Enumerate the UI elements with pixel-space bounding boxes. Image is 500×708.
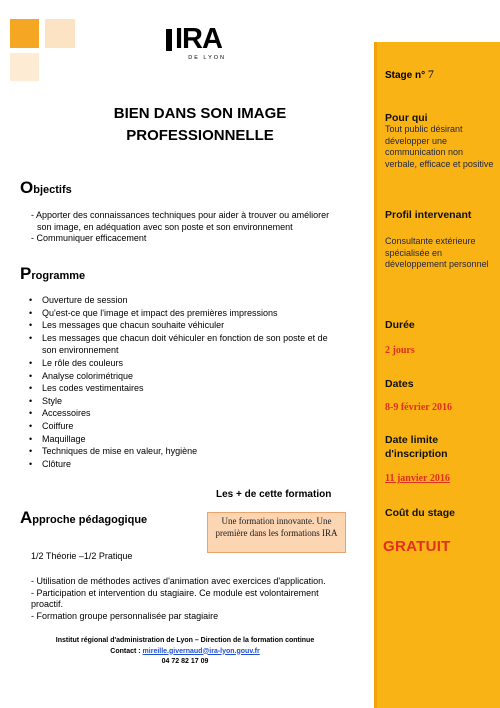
duree-value: 2 jours — [385, 345, 415, 356]
profil-text: Consultante extérieure spécialisée en développement personnel — [385, 236, 489, 269]
page-title — [70, 103, 330, 147]
list-item: • Accessoires — [42, 407, 342, 420]
duree-heading: Durée — [385, 319, 415, 331]
approche-heading: Approche pédagogique — [20, 508, 148, 527]
ira-logo — [166, 24, 230, 70]
list-item: • Les messages que chacun doit véhiculer en fonction de son poste et de son environnement — [42, 332, 342, 357]
text-line: son image, en adéquation avec son poste et son environnement — [37, 221, 293, 232]
objectifs-heading: Objectifs — [20, 178, 72, 197]
cout-value: GRATUIT — [383, 538, 451, 555]
list-item: • Ouverture de session — [42, 294, 342, 307]
limite-heading: Date limite d'inscription — [385, 434, 448, 460]
footer-contact: Contact : mireille.givernaud@ira-lyon.gouv.fr — [110, 647, 260, 655]
list-item: • Techniques de mise en valeur, hygiène — [42, 445, 342, 458]
decor-square-light — [45, 19, 75, 48]
approche-ratio: 1/2 Théorie –1/2 Pratique — [31, 551, 133, 561]
list-item: • Les codes vestimentaires — [42, 382, 342, 395]
text-line: - Utilisation de méthodes actives d'animation avec exercices d'application. — [31, 576, 326, 586]
list-item: • Le rôle des couleurs — [42, 357, 342, 370]
logo-mark: IRA — [166, 24, 230, 54]
plus-highlight-box: Une formation innovante. Une première dans les formations IRA — [207, 512, 346, 553]
footer-institution: Institut régional d'administration de Lyon – Direction de la formation continue — [55, 637, 315, 644]
programme-heading: Programme — [20, 264, 86, 283]
list-item: • Style — [42, 395, 342, 408]
page-footer — [0, 636, 370, 668]
plus-heading: Les + de cette formation — [216, 489, 332, 500]
text-line: - Participation et intervention du stagiaire. Ce module est volontairement proactif. — [31, 587, 319, 610]
text-line: - Apporter des connaissances techniques pour aider à trouver ou améliorer — [31, 210, 330, 220]
list-item: • Les messages que chacun souhaite véhiculer — [42, 319, 342, 332]
list-item: • Analyse colorimétrique — [42, 370, 342, 383]
logo-subtitle: DE LYON — [188, 55, 226, 61]
title-line: BIEN DANS SON IMAGE — [113, 105, 287, 122]
approche-text — [31, 576, 351, 622]
dates-heading: Dates — [385, 378, 414, 390]
profil-heading: Profil intervenant — [385, 209, 472, 221]
title-line: PROFESSIONNELLE — [126, 127, 274, 144]
programme-list — [42, 294, 342, 470]
list-item: • Maquillage — [42, 433, 342, 446]
decor-square-orange — [10, 19, 39, 48]
cout-heading: Coût du stage — [385, 507, 455, 519]
list-item: • Coiffure — [42, 420, 342, 433]
limite-value: 11 janvier 2016 — [385, 473, 450, 484]
pour-qui-heading: Pour qui — [385, 112, 428, 124]
pour-qui-text: Tout public désirant développer une communication non verbale, efficace et positive — [385, 124, 494, 169]
objectifs-text — [31, 210, 351, 245]
list-item: • Clôture — [42, 458, 342, 471]
list-item: • Qu'est-ce que l'image et impact des premières impressions — [42, 307, 342, 320]
text-line: - Formation groupe personnalisée par stagiaire — [31, 610, 219, 621]
stage-number: Stage n° 7 — [385, 67, 434, 81]
text-line: - Communiquer efficacement — [31, 233, 147, 244]
dates-value: 8-9 février 2016 — [385, 402, 453, 413]
footer-phone: 04 72 82 17 09 — [161, 658, 209, 665]
contact-email-link[interactable]: mireille.givernaud@ira-lyon.gouv.fr — [142, 647, 260, 655]
info-sidebar — [374, 42, 500, 708]
decor-square-pale — [10, 53, 39, 81]
